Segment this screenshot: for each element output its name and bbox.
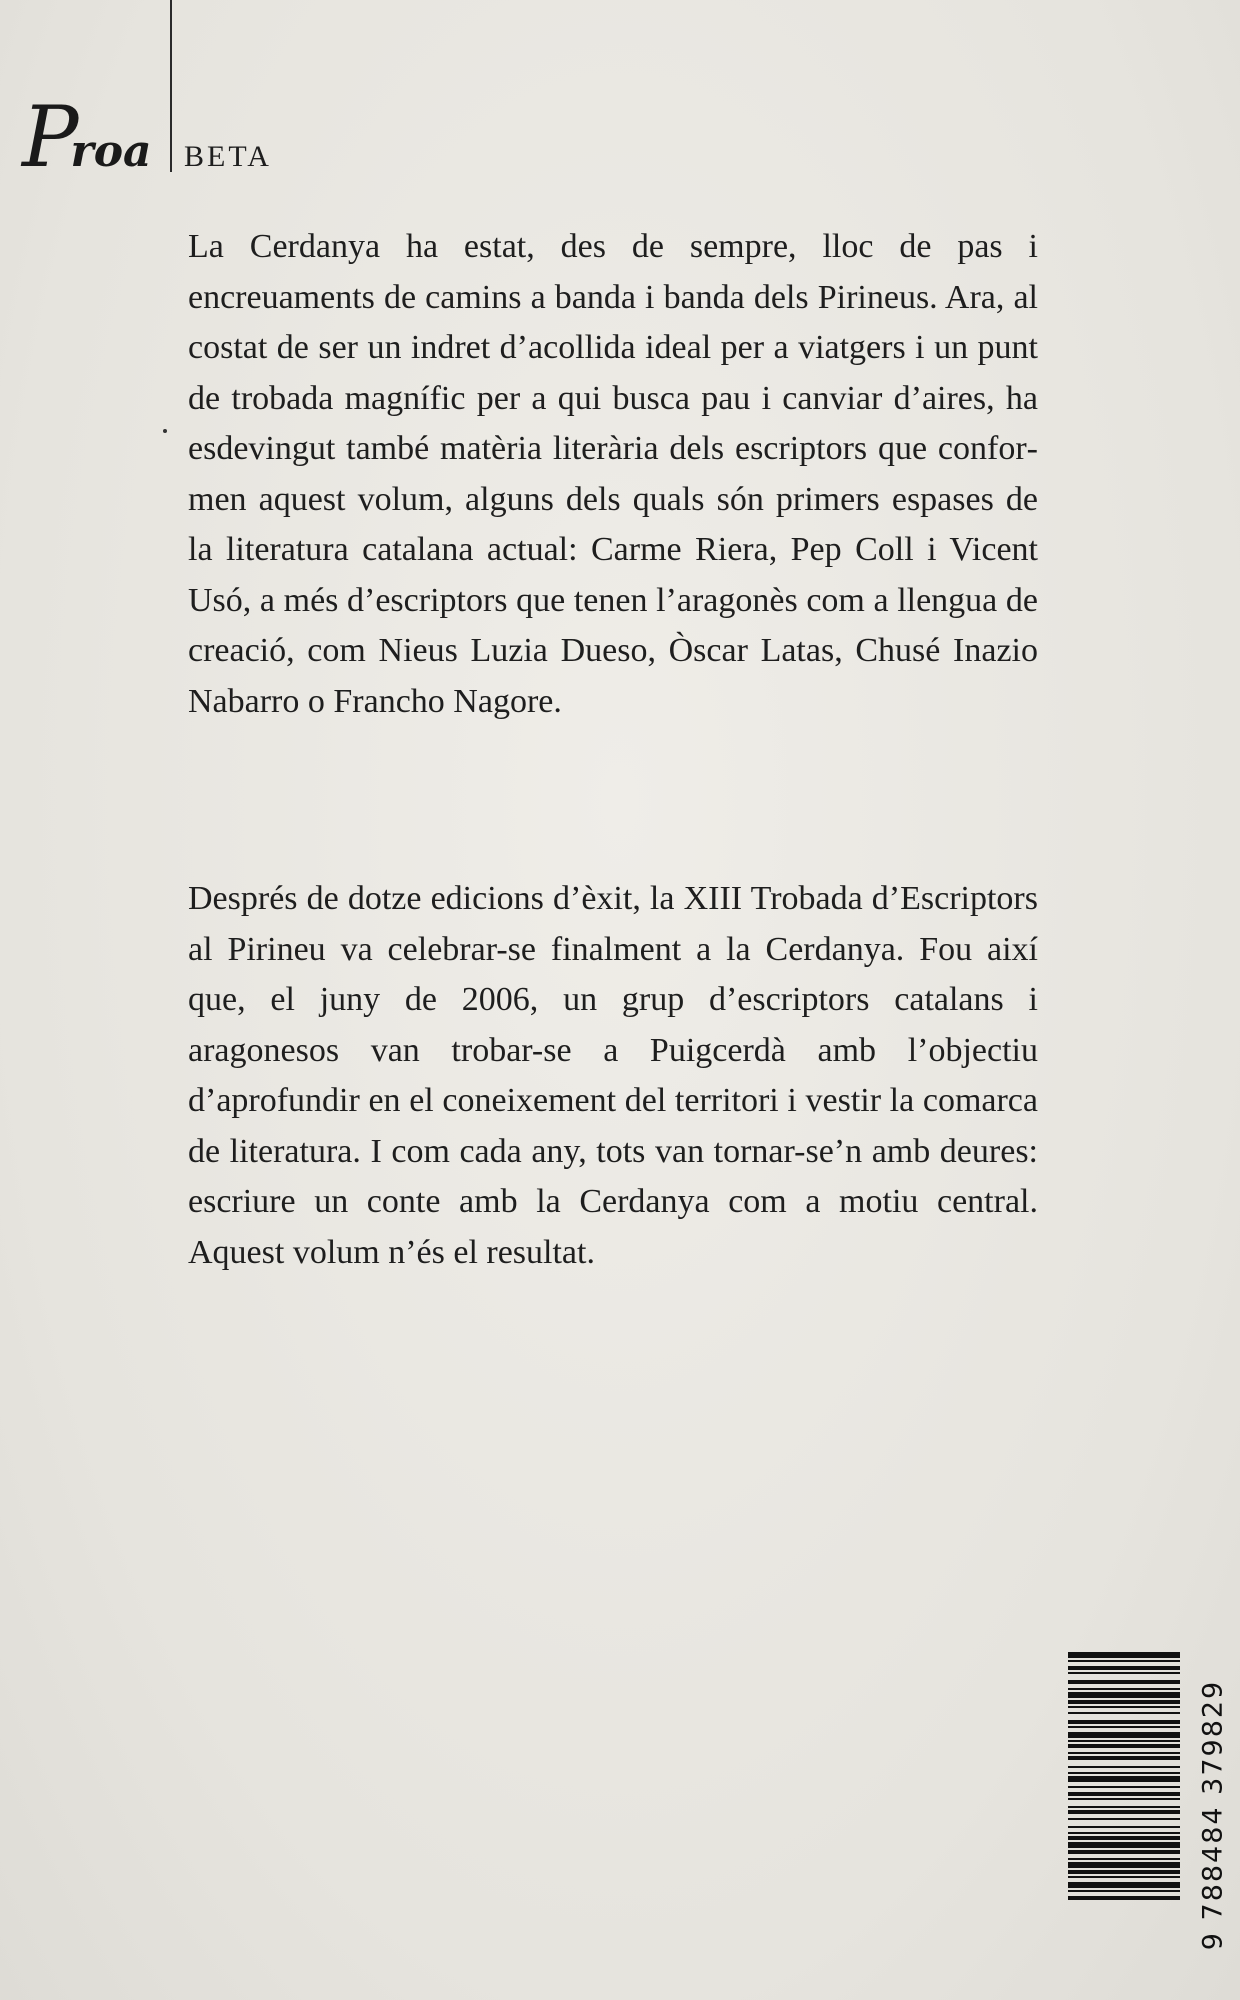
barcode-bar [1068, 1792, 1180, 1796]
barcode-bar [1068, 1666, 1180, 1670]
barcode-bar [1068, 1832, 1180, 1834]
barcode-bar [1068, 1876, 1180, 1878]
barcode-bar [1068, 1672, 1180, 1674]
barcode-bar [1068, 1688, 1180, 1690]
barcode-bar [1068, 1652, 1180, 1658]
logo-initial: P [22, 88, 77, 186]
barcode-bar [1068, 1740, 1180, 1742]
header-divider [170, 0, 172, 172]
barcode-bar [1068, 1818, 1180, 1820]
barcode-bar [1068, 1836, 1180, 1840]
barcode-bar [1068, 1798, 1180, 1800]
isbn-number [1196, 1650, 1230, 1980]
barcode-bar [1068, 1858, 1180, 1860]
barcode-bar [1068, 1776, 1180, 1782]
blurb-paragraph-2: Després de dotze edicions d’èxit, la XIII Trobada d’Escriptors al Pirineu va celebrar-se finalment a la Cerdanya. Fou així que, el juny de 2006, un grup d’escriptors catalans i aragonesos van trobar-se a Puigcerdà amb l’objectiu d’aprofundir en el coneixement del territori i vestir la comarca de literatura. I com cada any, tots van tornar-se’n amb deures: escriure un conte amb la Cerdanya com a motiu central. Aquest volum n’és el resultat. [188, 880, 1038, 1271]
barcode-bar [1068, 1732, 1180, 1738]
barcode-bar [1068, 1786, 1180, 1788]
barcode-bar [1068, 1706, 1180, 1708]
barcode-bar [1068, 1870, 1180, 1874]
barcode-bar [1068, 1842, 1180, 1848]
barcode-bar [1068, 1850, 1180, 1854]
barcode-bars [1068, 1650, 1180, 1980]
barcode-bar [1068, 1896, 1180, 1900]
barcode-bar [1068, 1772, 1180, 1774]
barcode-bar [1068, 1712, 1180, 1714]
barcode-bar [1068, 1720, 1180, 1724]
imprint-label: BETA [184, 140, 272, 173]
barcode-bar [1068, 1744, 1180, 1748]
barcode-bar [1068, 1660, 1180, 1662]
barcode-bar [1068, 1700, 1180, 1704]
barcode-bar [1068, 1882, 1180, 1888]
barcode-bar [1068, 1890, 1180, 1892]
isbn-barcode [1068, 1650, 1180, 1980]
barcode-bar [1068, 1726, 1180, 1728]
barcode-bar [1068, 1680, 1180, 1684]
barcode-bar [1068, 1756, 1180, 1760]
barcode-bar [1068, 1752, 1180, 1754]
blurb-paragraph-1: La Cerdanya ha estat, des de sempre, lloc de pas i encreuaments de camins a banda i banda dels Pirineus. Ara, al costat de ser un indret d’acollida ideal per a viatgers i un punt de trobada magnífic per a qui busca pau i canviar d’aires, ha esdevingut també matèria literària dels escriptors que conformen aquest volum, alguns dels quals són primers espases de la literatura catalana actual: Carme Riera, Pep Coll i Vicent Usó, a més d’escriptors que tenen l’aragonès com a llengua de creació, com Nieus Luzia Dueso, Òscar Latas, Chusé Inazio Nabarro o Francho Nagore. [188, 228, 1038, 720]
print-speck [163, 429, 167, 433]
logo-rest: roa [70, 126, 152, 177]
barcode-bar [1068, 1766, 1180, 1768]
barcode-bar [1068, 1862, 1180, 1868]
barcode-bar [1068, 1810, 1180, 1814]
barcode-bar [1068, 1692, 1180, 1698]
barcode-bar [1068, 1806, 1180, 1808]
publisher-logo [22, 88, 152, 186]
barcode-bar [1068, 1826, 1180, 1828]
isbn-digits: 9 788484 379829 [1197, 1679, 1229, 1951]
